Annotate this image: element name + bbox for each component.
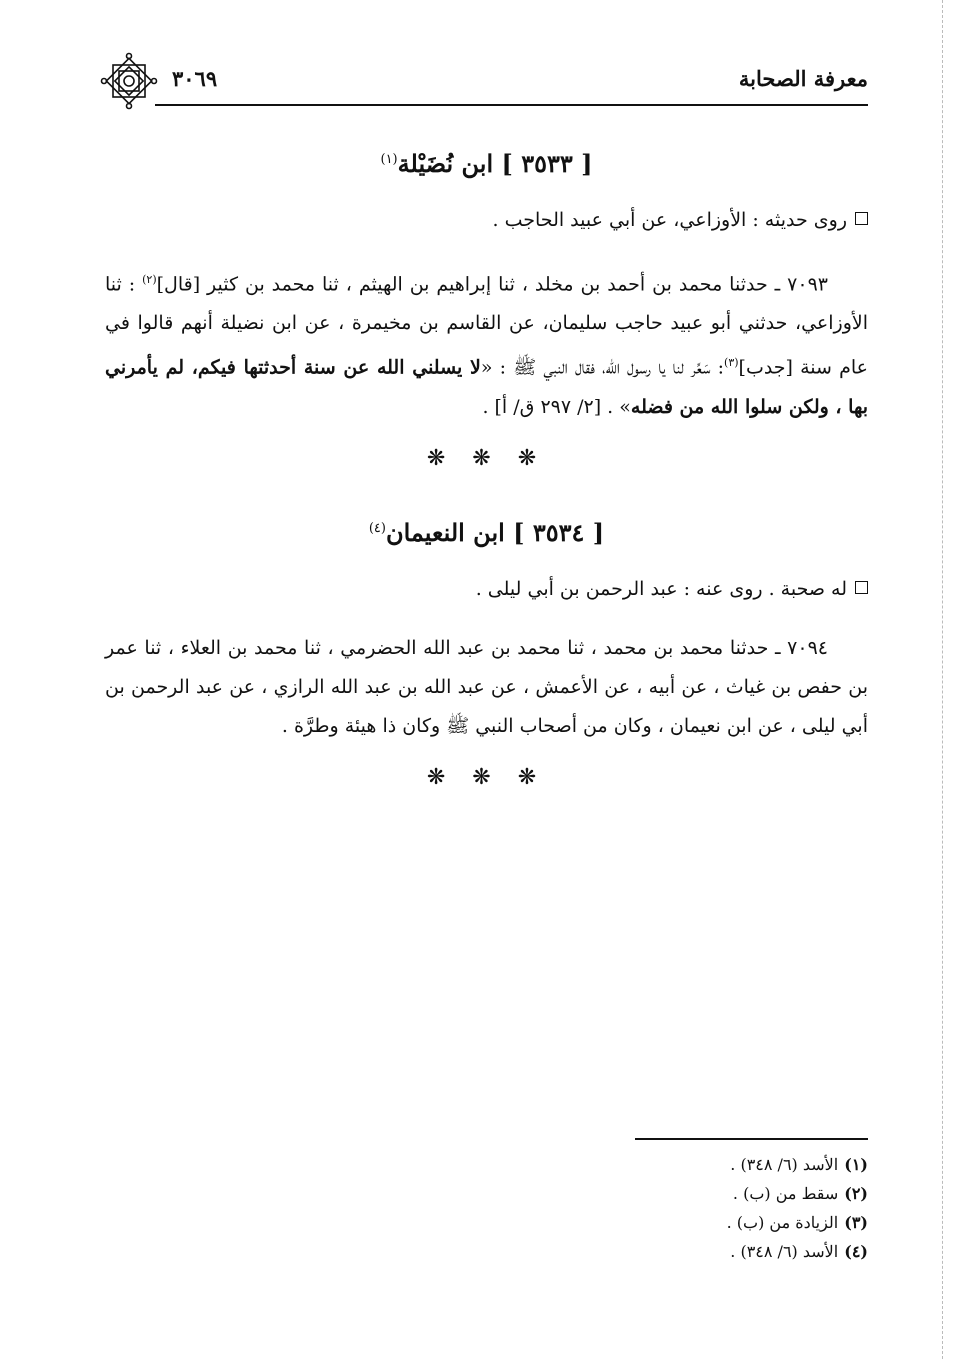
- footnote-number: (٤): [844, 1242, 868, 1261]
- footnote-ref: (٣): [724, 356, 739, 370]
- footnote-text: الأسد (٦/ ٣٤٨) .: [730, 1242, 839, 1261]
- hadith-text: : سَعِّر لنا يا رسول الله، فقال النبي ﷺ : «: [480, 356, 725, 379]
- section-separator: ❋ ❋ ❋: [426, 764, 547, 790]
- square-bullet-icon: [855, 212, 868, 225]
- footnote-text: الأسد (٦/ ٣٤٨) .: [730, 1155, 839, 1174]
- footnote: [468, 1179, 868, 1208]
- footnote-rule: [635, 1138, 868, 1140]
- footnote-number: (٣): [844, 1213, 868, 1232]
- entry-title: [105, 507, 868, 551]
- footnote-number: (١): [844, 1155, 868, 1174]
- footnote-text: الزيادة من (ب) .: [726, 1213, 839, 1232]
- running-head: [100, 62, 868, 102]
- footnote: [468, 1150, 868, 1179]
- star-ornament-icon: [100, 52, 158, 110]
- entry-intro-text: روى حديثه : الأوزاعي، عن أبي عبيد الحاجب .: [492, 209, 847, 231]
- entry-title: [105, 138, 868, 182]
- hadith-paragraph: [105, 260, 868, 427]
- footnote-ref: (٤): [368, 520, 386, 536]
- entry-intro-text: له صحبة . روى عنه : عبد الرحمن بن أبي ليلى .: [475, 577, 847, 600]
- hadith-quote: لا يسلني الله عن سنة أحدثتها فيكم، لم يأمرني بها ، ولكن سلوا الله من فضله: [105, 356, 868, 418]
- hadith-text: ٧٠٩٣ ـ حدثنا محمد بن أحمد بن مخلد ، ثنا إبراهيم بن الهيثم ، ثنا محمد بن كثير [قال]: [156, 273, 828, 296]
- footnote: [468, 1237, 868, 1266]
- footnotes: [468, 1150, 868, 1266]
- entry-number: [ ٣٥٣٣ ]: [501, 149, 593, 178]
- section-separator: ❋ ❋ ❋: [426, 445, 547, 471]
- main-text: [105, 138, 868, 810]
- entry-intro: [105, 569, 868, 609]
- header-rule: [155, 104, 868, 106]
- page-number: ٣٠٦٩: [172, 66, 218, 91]
- hadith-paragraph: [105, 629, 868, 746]
- footnote-text: سقط من (ب) .: [732, 1184, 839, 1203]
- hadith-text: ٧٠٩٤ ـ حدثنا محمد بن محمد ، ثنا محمد بن عبد الله الحضرمي ، ثنا محمد بن العلاء ، ثنا عمر بن حفص بن غياث ، عن أبيه ، عن الأعمش ، عن عبد الله بن عبد الله الرازي ، عن عبد الرحمن بن أبي ليلى ، عن ابن نعيمان ، وكان من أصحاب النبي ﷺ وكان ذا هيئة وطرَّة .: [105, 636, 868, 737]
- entry-name: ابن النعيمان: [385, 517, 505, 547]
- footnote: [468, 1208, 868, 1237]
- footnote-number: (٢): [844, 1184, 868, 1203]
- footnote-ref: (٢): [142, 273, 157, 286]
- entry-name: ابن نُضَيْلة: [397, 149, 494, 178]
- book-title: معرفة الصحابة: [738, 66, 868, 91]
- entry-intro: [105, 200, 868, 240]
- entry-number: [ ٣٥٣٤ ]: [513, 517, 605, 547]
- square-bullet-icon: [855, 581, 868, 594]
- hadith-text: : ثنا الأوزاعي، حدثني أبو عبيد حاجب سليمان، عن القاسم بن مخيمرة ، عن ابن نضيلة أنهم قالوا في عام سنة [جدب]: [105, 273, 868, 379]
- hadith-text: » . [٢/ ٢٩٧ ق/ أ] .: [482, 395, 631, 418]
- page-edge-line: [942, 0, 943, 1359]
- footnote-ref: (١): [380, 152, 398, 167]
